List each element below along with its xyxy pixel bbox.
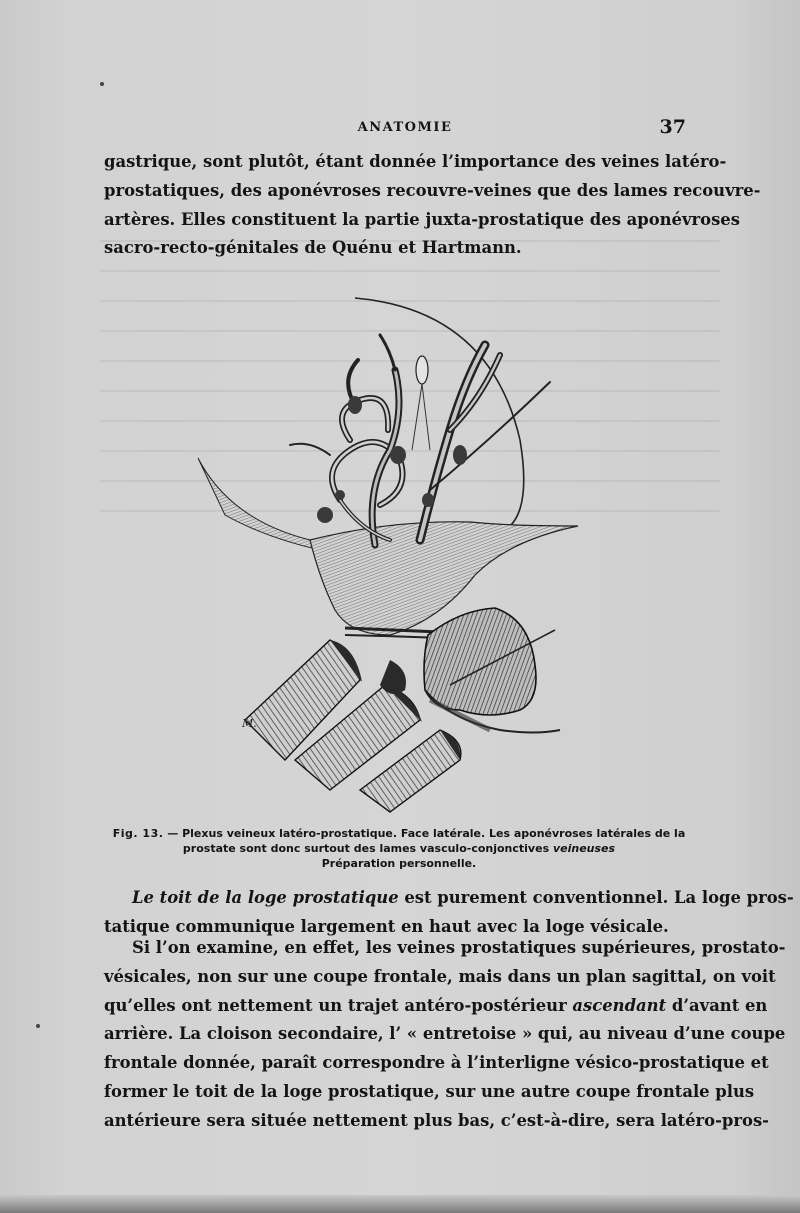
caption-line-2: prostate sont donc surtout des lames vasculo-conjonctives: [182, 842, 550, 855]
text-line: antérieure sera située nettement plus bas, c’est-à-dire, sera latéro-pros-: [104, 1110, 769, 1130]
caption-line-3: Préparation personnelle.: [321, 857, 477, 870]
text-line: artères. Elles constituent la partie juxta-prostatique des aponévroses: [104, 209, 740, 229]
text-line: Si l’on examine, en effet, les veines prostatiques supérieures, prostato-: [132, 938, 786, 957]
text-line: [104, 992, 768, 1021]
fascia-left-wing: [198, 458, 330, 552]
text-line: vésicales, non sur une coupe frontale, mais dans un plan sagittal, on voit: [104, 966, 776, 986]
figure-signature: M.: [242, 717, 257, 730]
print-speck: [36, 1024, 40, 1028]
text-line: former le toit de la loge prostatique, sur une autre coupe frontale plus: [104, 1081, 755, 1101]
text-span: d’avant en: [666, 995, 768, 1015]
italic-word: ascendant: [572, 995, 667, 1015]
cut-section-right: [424, 608, 536, 715]
prostatic-sheath: [310, 522, 578, 635]
text-line: prostatiques, des aponévroses recouvre-veines que des lames recouvre-: [104, 180, 761, 200]
running-title: ANATOMIE: [357, 120, 453, 135]
text-line: frontale donnée, paraît correspondre à l’interligne vésico-prostatique et: [104, 1053, 769, 1073]
text-line: arrière. La cloison secondaire, l’ « entretoise » qui, au niveau d’une coupe: [104, 1024, 786, 1044]
text-span: qu’elles ont nettement un trajet antéro-postérieur: [104, 995, 573, 1015]
paragraph-top: [104, 148, 761, 263]
print-speck: [100, 82, 104, 86]
anatomical-figure: [190, 290, 590, 815]
text-line: sacro-recto-génitales de Quénu et Hartmann.: [104, 238, 522, 258]
paragraph-main: [104, 934, 786, 1136]
caption-line-1: Plexus veineux latéro-prostatique. Face latérale. Les aponévroses latérales de la: [182, 827, 686, 840]
figure-caption: [100, 826, 698, 871]
text-span: est purement conventionnel. La loge pros-: [398, 888, 794, 907]
caption-italic: veineuses: [552, 842, 616, 855]
paragraph-roof: [104, 884, 794, 942]
page-number: 37: [659, 116, 686, 138]
text-line: gastrique, sont plutôt, étant donnée l’importance des veines latéro-: [104, 152, 727, 171]
running-head: [100, 116, 686, 142]
caption-dash: —: [167, 827, 179, 840]
text-line: tatique communique largement en haut avec la loge vésicale.: [104, 916, 669, 936]
text-line: [104, 884, 794, 913]
italic-lead: Le toit de la loge prostatique: [132, 888, 399, 907]
caption-label: Fig. 13.: [112, 827, 164, 840]
page-bottom-shadow: [0, 1195, 800, 1213]
